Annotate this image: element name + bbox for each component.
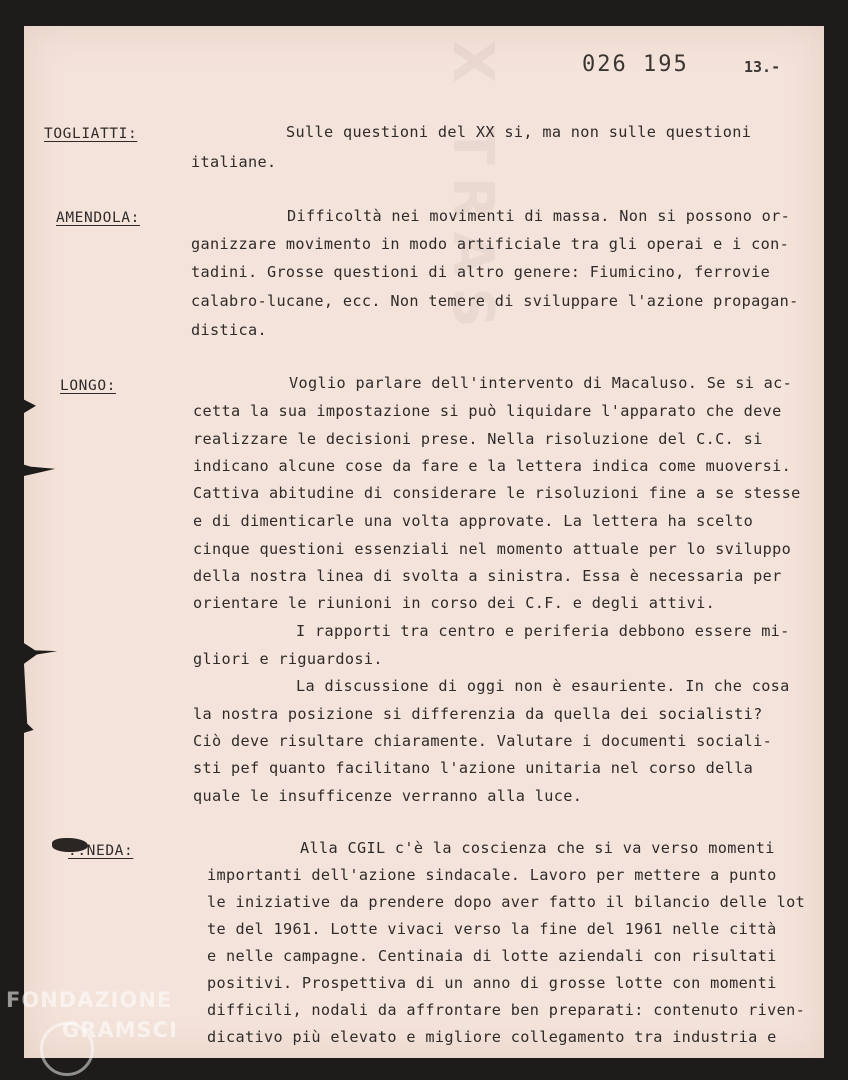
text-line: Cattiva abitudine di considerare le risoluzioni fine a se stesse — [193, 484, 801, 502]
text-line: la nostra posizione si differenzia da quella dei socialisti? — [193, 705, 763, 723]
text-line: cetta la sua impostazione si può liquidare l'apparato che deve — [193, 402, 782, 420]
text-line: gliori e riguardosi. — [193, 650, 383, 668]
text-line: dicativo più elevato e migliore collegamento tra industria e — [207, 1028, 777, 1046]
text-line: orientare le riunioni in corso dei C.F. e degli attivi. — [193, 594, 716, 612]
text-line: La discussione di oggi non è esauriente. In che cosa — [296, 677, 790, 695]
text-line: e nelle campagne. Centinaia di lotte aziendali con risultati — [207, 947, 777, 965]
text-line: positivi. Prospettiva di un anno di grosse lotte con momenti — [207, 974, 777, 992]
text-line: distica. — [191, 321, 267, 339]
fondazione-gramsci-logo — [6, 988, 216, 1078]
text-line: tadini. Grosse questioni di altro genere: Fiumicino, ferrovie — [191, 263, 771, 281]
page-number: 13.- — [744, 58, 781, 76]
speaker-label-amendola: AMENDOLA: — [56, 210, 140, 226]
text-line: difficili, nodali da affrontare ben preparati: contenuto riven- — [207, 1001, 806, 1019]
text-line: e di dimenticarle una volta approvate. La lettera ha scelto — [193, 512, 754, 530]
text-line: te del 1961. Lotte vivaci verso la fine del 1961 nelle città — [207, 920, 777, 938]
text-line: I rapporti tra centro e periferia debbono essere mi- — [296, 622, 790, 640]
text-line: quale le insufficenze verranno alla luce. — [193, 787, 583, 805]
text-line: importanti dell'azione sindacale. Lavoro per mettere a punto — [207, 866, 777, 884]
text-line: le iniziative da prendere dopo aver fatto il bilancio delle lot — [207, 893, 806, 911]
text-line: Voglio parlare dell'intervento di Macaluso. Se si ac- — [289, 374, 793, 392]
text-line: realizzare le decisioni prese. Nella risoluzione del C.C. si — [193, 430, 763, 448]
text-line: italiane. — [191, 153, 277, 171]
speaker-label-togliatti: TOGLIATTI: — [44, 126, 138, 142]
text-line: sti pef quanto facilitano l'azione unitaria nel corso della — [193, 759, 754, 777]
logo-line-1: FONDAZIONE — [6, 988, 173, 1012]
text-line: calabro-lucane, ecc. Non temere di sviluppare l'azione propagan- — [191, 292, 799, 310]
logo-line-2: GRAMSCI — [62, 1018, 178, 1042]
speaker-label-longo: LONGO: — [60, 378, 116, 394]
text-line: della nostra linea di svolta a sinistra. Essa è necessaria per — [193, 567, 782, 585]
text-line: Ciò deve risultare chiaramente. Valutare i documenti sociali- — [193, 732, 773, 750]
text-line: Alla CGIL c'è la coscienza che si va verso momenti — [300, 839, 775, 857]
text-line: Difficoltà nei movimenti di massa. Non si possono or- — [287, 207, 791, 225]
text-line: Sulle questioni del XX si, ma non sulle questioni — [286, 123, 752, 141]
text-line: cinque questioni essenziali nel momento attuale per lo sviluppo — [193, 540, 792, 558]
text-line: ganizzare movimento in modo artificiale tra gli operai e i con- — [191, 235, 790, 253]
speaker-label-neda: ..NEDA: — [68, 843, 134, 859]
archive-number: 026 195 — [582, 52, 689, 77]
text-line: indicano alcune cose da fare e la lettera indica come muoversi. — [193, 457, 792, 475]
